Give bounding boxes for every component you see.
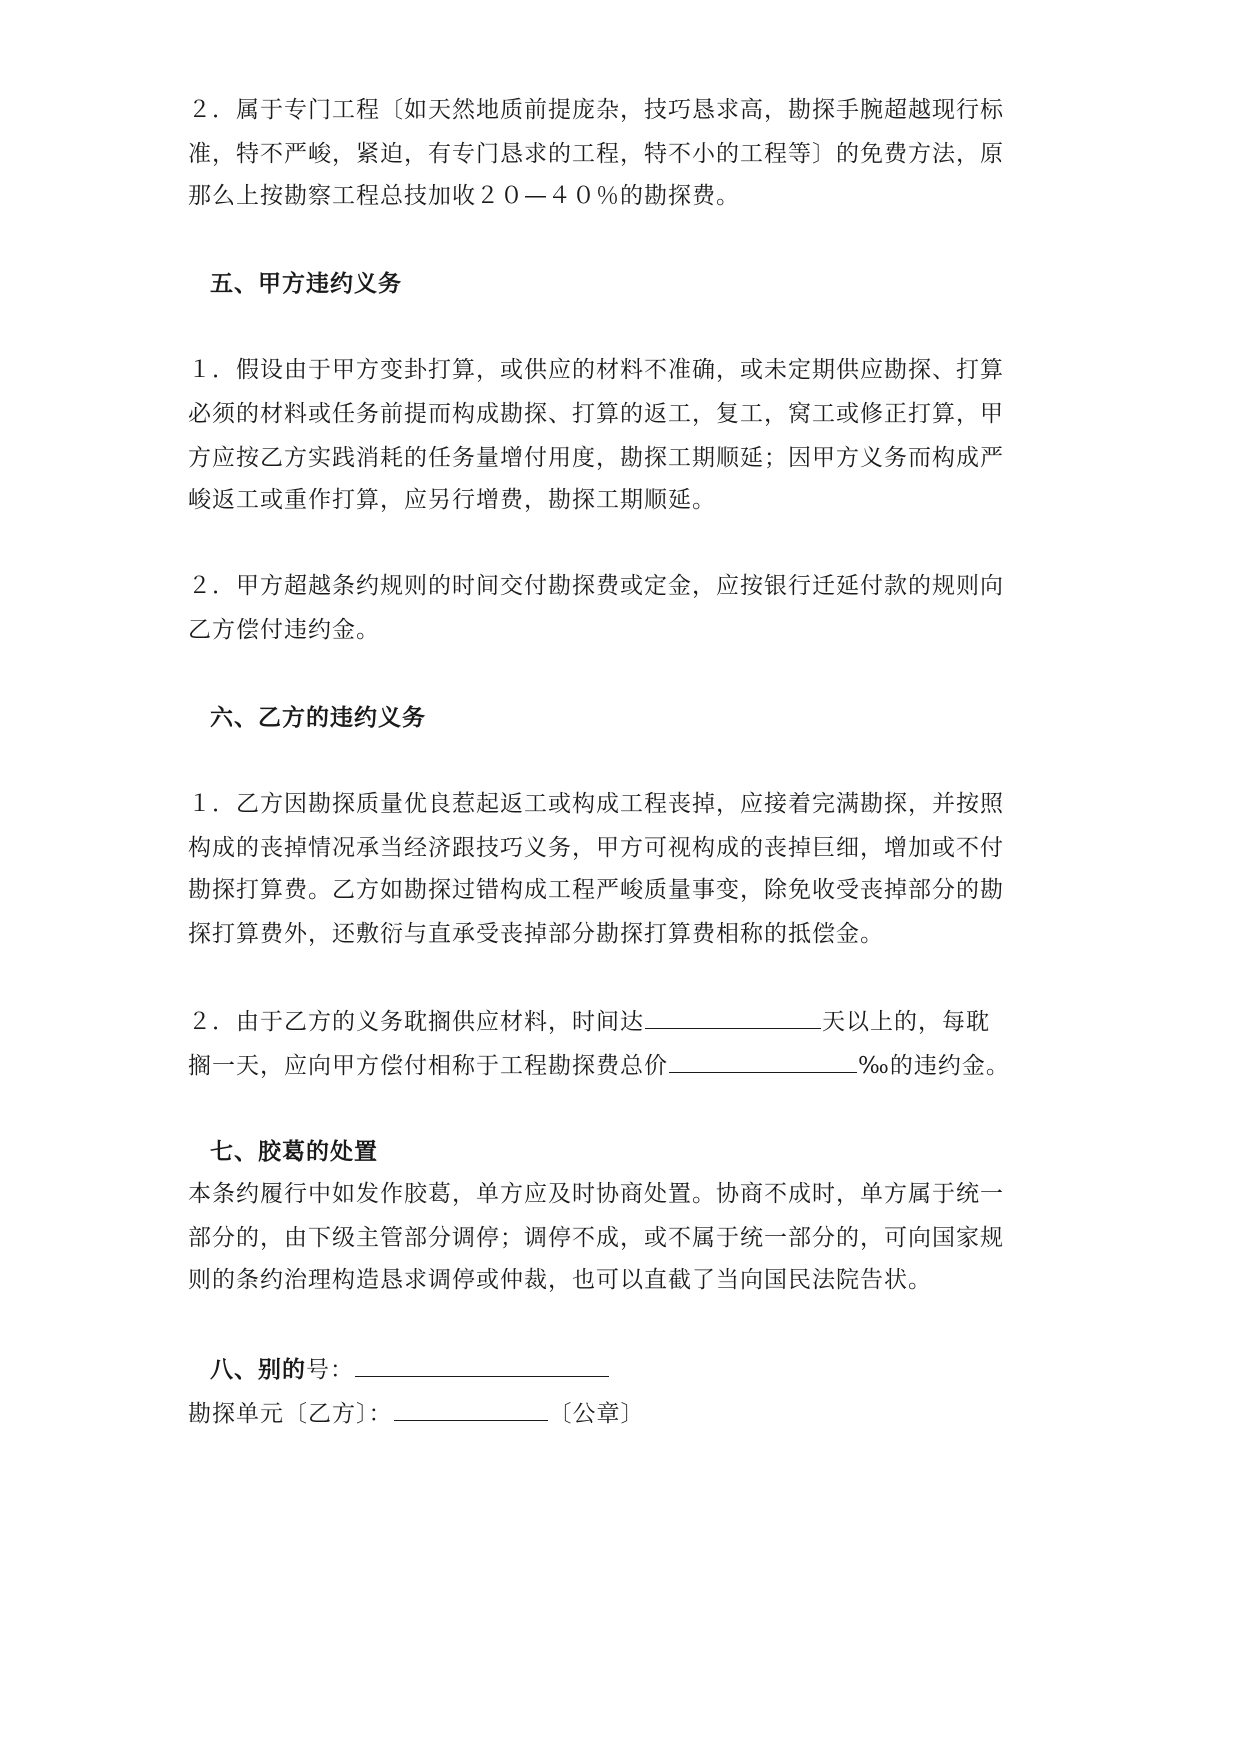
other-blank-field[interactable] xyxy=(355,1350,609,1377)
section6-item1-line3: 勘探打算费。乙方如勘探过错构成工程严峻质量事变，除免收受丧掉部分的勘 xyxy=(188,877,1004,903)
section6-item2-line2 xyxy=(188,1046,1010,1082)
section6-item2-line1 xyxy=(188,1002,990,1038)
signature-line xyxy=(188,1394,645,1430)
section5-item1-line3: 方应按乙方实践消耗的任务量增付用度，勘探工期顺延；因甲方义务而构成严 xyxy=(188,445,1004,471)
section7-line1: 本条约履行中如发作胶葛，单方应及时协商处置。协商不成时，单方属于统一 xyxy=(188,1181,1004,1207)
section6-item2-line1-text-a: ２．由于乙方的义务耽搁供应材料，时间达 xyxy=(188,1009,644,1035)
section6-item1-line1: １．乙方因勘探质量优良惹起返工或构成工程丧掉，应接着完满勘探，并按照 xyxy=(188,791,1004,817)
section5-item1-line4: 峻返工或重作打算，应另行增费，勘探工期顺延。 xyxy=(188,487,716,513)
section6-item2-line2-text-b: ‰的违约金。 xyxy=(858,1053,1010,1079)
section6-item1-line2: 构成的丧掉情况承当经济跟技巧义务，甲方可视构成的丧掉巨细，增加或不付 xyxy=(188,835,1004,861)
section6-item1-line4: 探打算费外，还敷衍与直承受丧掉部分勘探打算费相称的抵偿金。 xyxy=(188,921,884,947)
survey-unit-blank-field[interactable] xyxy=(394,1394,548,1421)
section4-item2-line1: ２．属于专门工程〔如天然地质前提庞杂，技巧恳求高，勘探手腕超越现行标 xyxy=(188,97,1004,123)
permille-blank-field[interactable] xyxy=(669,1046,857,1073)
section7-line3: 则的条约治理构造恳求调停或仲裁，也可以直截了当向国民法院告状。 xyxy=(188,1267,932,1293)
section8-heading xyxy=(210,1350,610,1386)
section5-heading: 五、甲方违约义务 xyxy=(210,270,402,297)
section4-item2-line2: 准，特不严峻，紧迫，有专门恳求的工程，特不小的工程等〕的免费方法，原 xyxy=(188,141,1004,167)
section4-item2-line3: 那么上按勘察工程总技加收２０—４０％的勘探费。 xyxy=(188,183,740,209)
days-blank-field[interactable] xyxy=(645,1002,821,1029)
section6-item2-line2-text-a: 搁一天，应向甲方偿付相称于工程勘探费总价 xyxy=(188,1053,668,1079)
section5-item1-line2: 必须的材料或任务前提而构成勘探、打算的返工，复工，窝工或修正打算，甲 xyxy=(188,401,1004,427)
section5-item2-line1: ２．甲方超越条约规则的时间交付勘探费或定金，应按银行迁延付款的规则向 xyxy=(188,573,1004,599)
section5-item2-line2: 乙方偿付违约金。 xyxy=(188,617,380,643)
section6-heading: 六、乙方的违约义务 xyxy=(210,704,426,731)
section8-title: 八、别的 xyxy=(210,1356,306,1383)
signature-seal: 〔公章〕 xyxy=(548,1401,645,1427)
section5-item1-line1: １．假设由于甲方变卦打算，或供应的材料不准确，或未定期供应勘探、打算 xyxy=(188,357,1004,383)
section7-line2: 部分的，由下级主管部分调停；调停不成，或不属于统一部分的，可向国家规 xyxy=(188,1225,1004,1251)
section8-title-suffix: 号： xyxy=(306,1357,354,1383)
section7-heading: 七、胶葛的处置 xyxy=(210,1138,378,1165)
signature-label: 勘探单元〔乙方〕： xyxy=(188,1401,393,1427)
section6-item2-line1-text-b: 天以上的，每耽 xyxy=(822,1009,990,1035)
